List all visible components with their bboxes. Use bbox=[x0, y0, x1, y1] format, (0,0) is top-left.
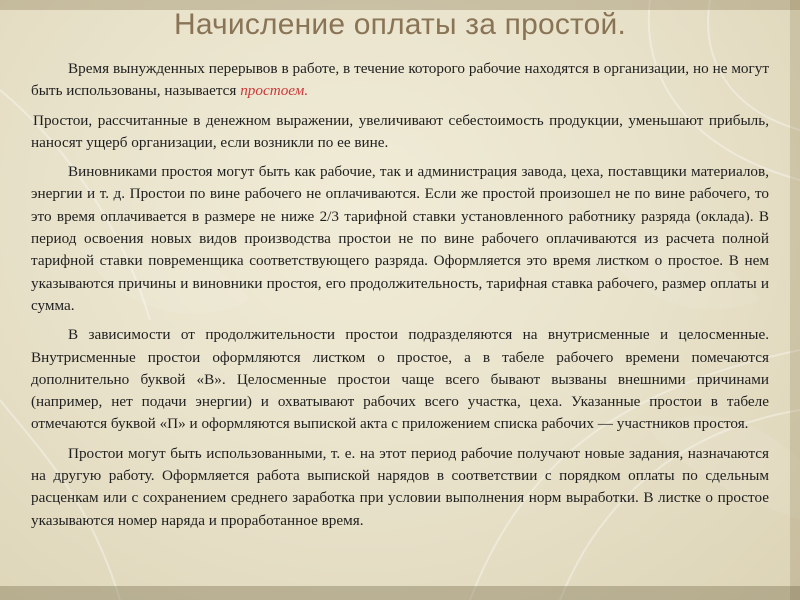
slide-body bbox=[31, 58, 769, 539]
highlighted-term: простоем. bbox=[240, 82, 309, 100]
bottom-frame-strip bbox=[0, 586, 800, 600]
paragraph-definition bbox=[31, 58, 769, 103]
right-frame-strip bbox=[790, 0, 800, 600]
paragraph-costs: Простои, рассчитанные в денежном выражении, увеличивают себестоимость продукции, уменьшают прибыль, наносят ущерб организации, если возникли по ее вине. bbox=[31, 111, 769, 151]
definition-text: Время вынужденных перерывов в работе, в течение которого рабочие находятся в организации, но не могут быть использованы, называется bbox=[31, 60, 769, 100]
paragraph-culprits: Виновниками простоя могут быть как рабочие, так и администрация завода, цеха, поставщики материалов, энергии и т. д. Простои по вине рабочего не оплачиваются. Если же простой произошел не по вине рабочего, то это время оплачивается в размере не ниже 2/3 тарифной ставки установленного работнику разряда (оклада). В период освоения новых видов производства простои не по вине рабочего оплачиваются из расчета полной тарифной ставки повременщика соответствующего разряда. Оформляется это время листком о простое. В нем указываются причины и виновники простоя, его продолжительность, тарифная ставка рабочего, размер оплаты и сумма. bbox=[31, 163, 769, 314]
paragraph-used-downtime: Простои могут быть использованными, т. е. на этот период рабочие получают новые задания, назначаются на другую работу. Оформляется работа выпиской нарядов в соответствии с порядком оплаты по сдельным расценкам или с сохранением среднего заработка при условии выполнения норм выработки. В листке о простое указываются номер наряда и проработанное время. bbox=[31, 444, 769, 529]
paragraph-duration: В зависимости от продолжительности простои подразделяются на внутрисменные и целосменные. Внутрисменные простои оформляются листком о простое, а в табеле рабочего времени помечаются дополнительно буквой «В». Целосменные простои чаще всего бывают вызваны внешними причинами (например, нет подачи энергии) и охватывают рабочих всего участка, цеха. Указанные простои в табеле отмечаются буквой «П» и оформляются выпиской акта с приложением списка рабочих — участников простоя. bbox=[31, 326, 769, 433]
slide-title: Начисление оплаты за простой. bbox=[173, 8, 627, 41]
